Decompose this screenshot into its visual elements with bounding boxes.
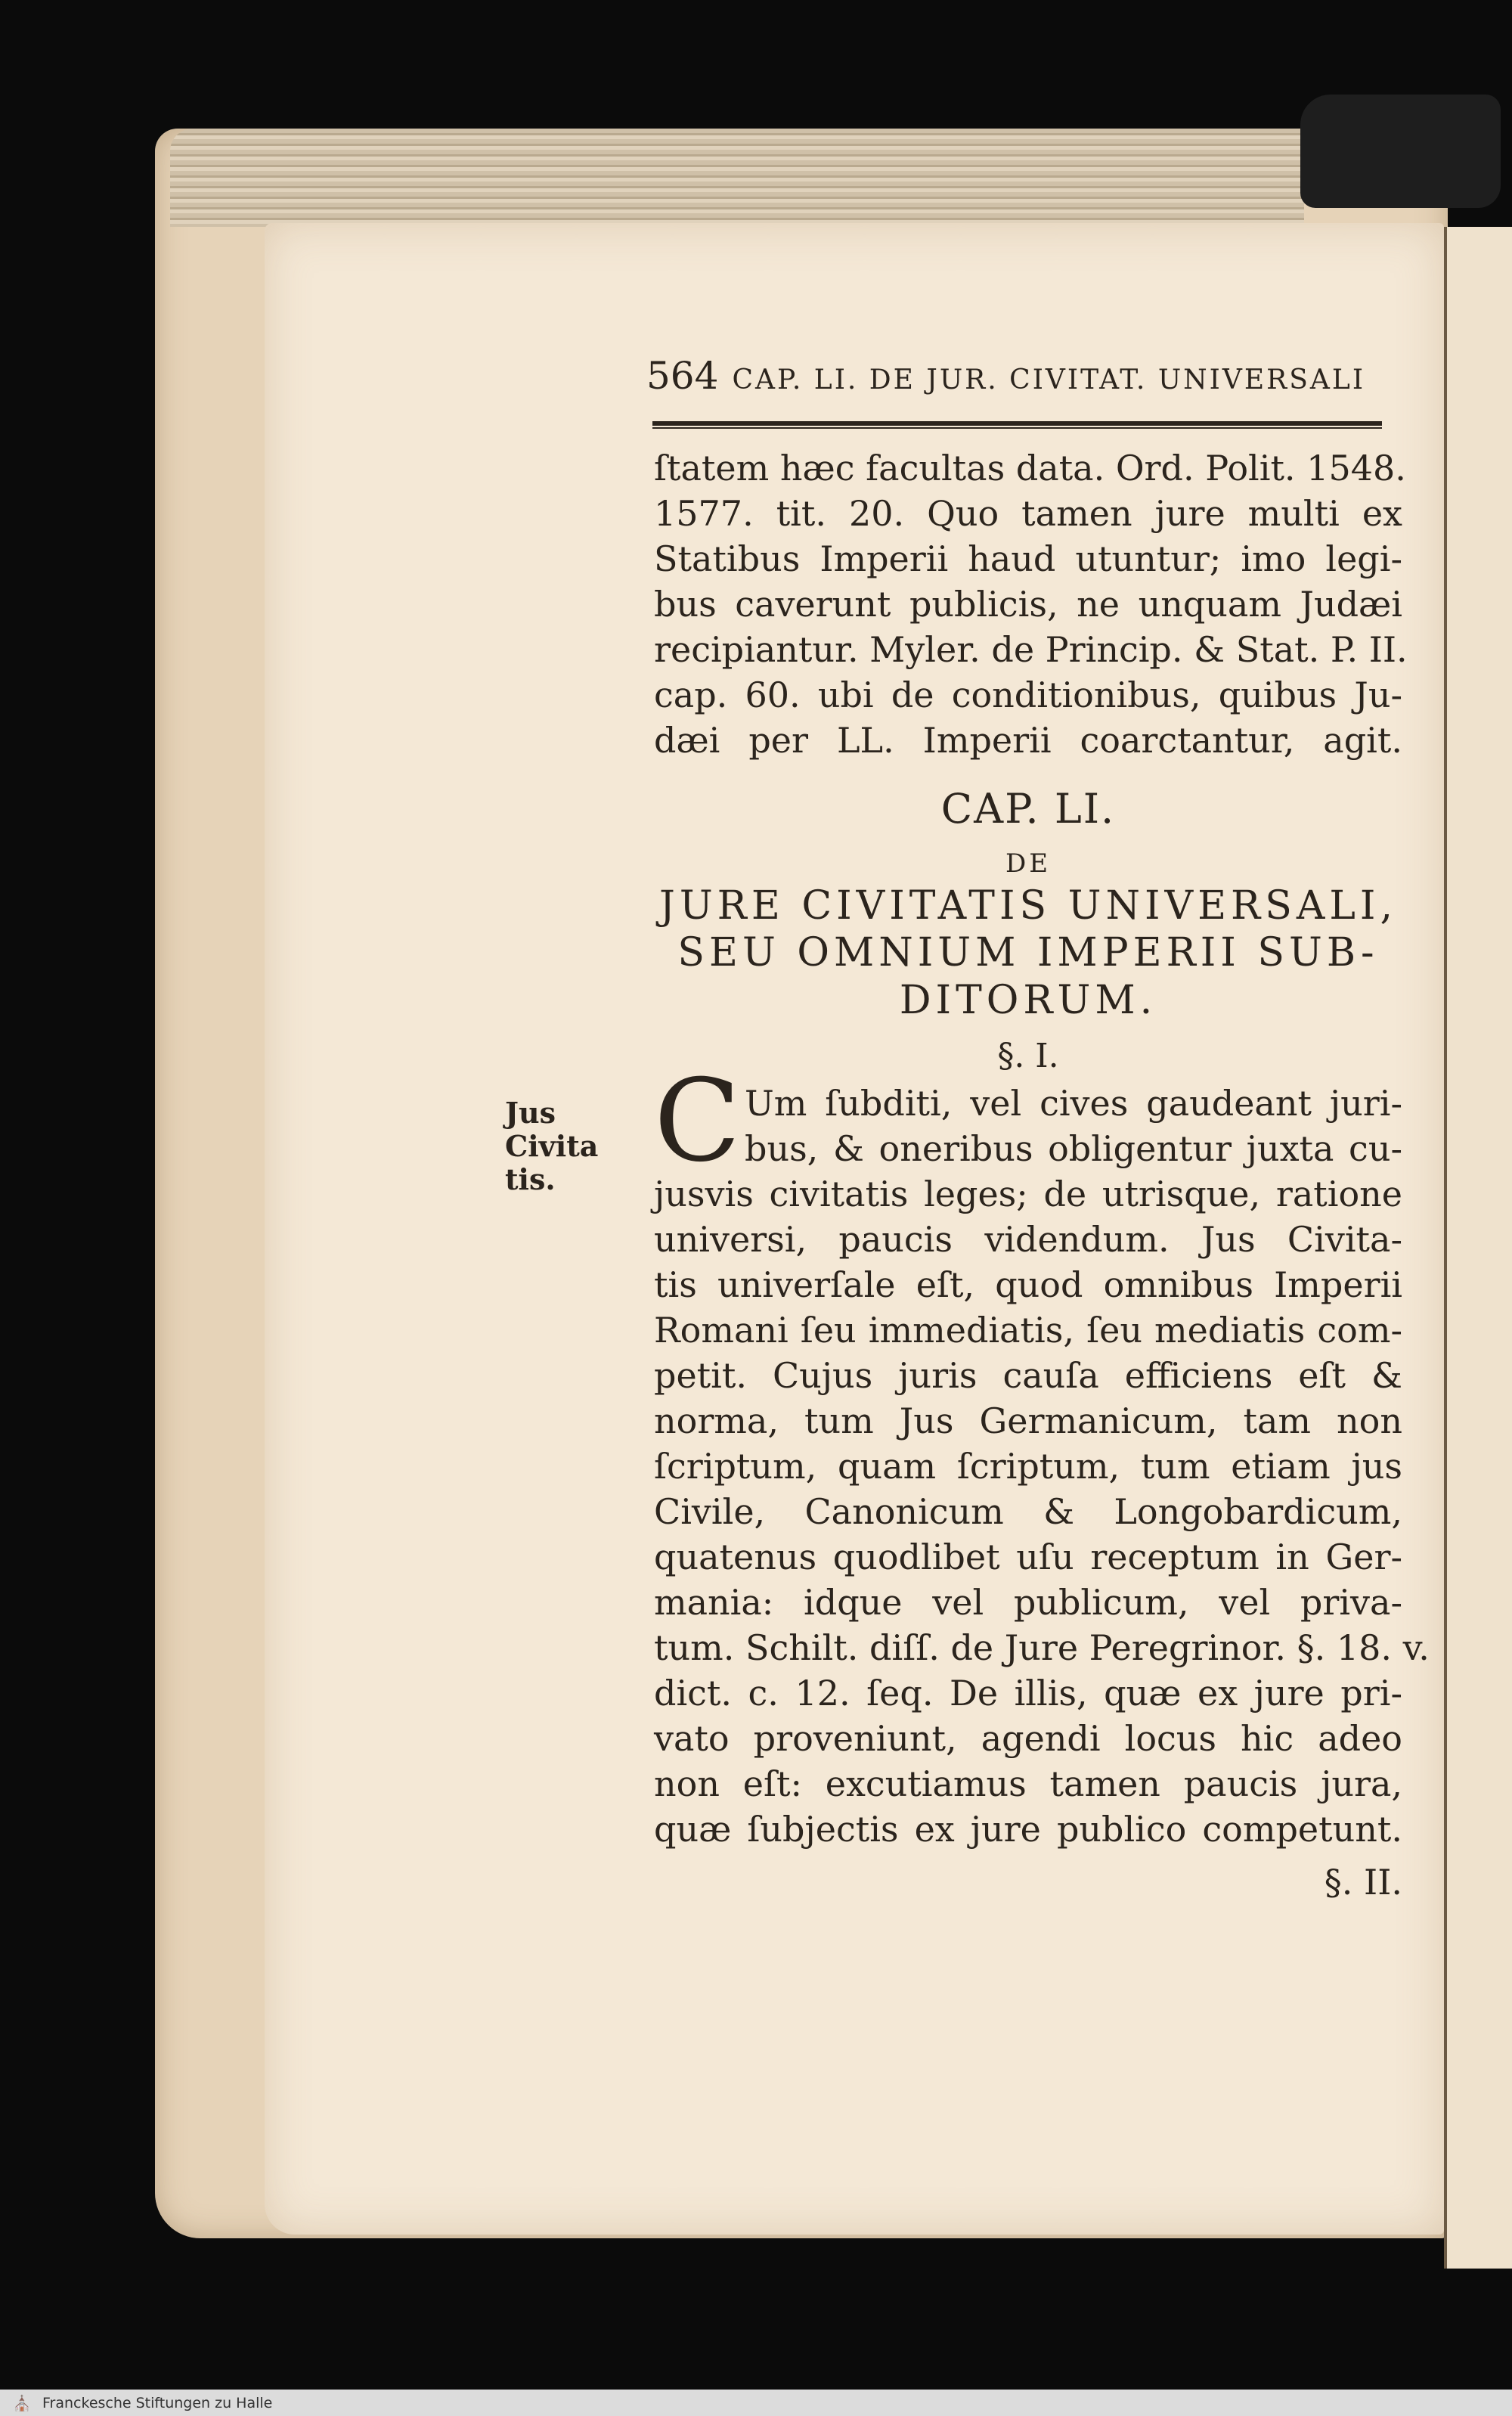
- text-line: petit. Cujus juris cauſa efficiens eſt &: [654, 1355, 1402, 1396]
- text-line: vato proveniunt, agendi locus hic adeo: [654, 1718, 1402, 1759]
- text-line: ſcriptum, quam ſcriptum, tum etiam jus: [654, 1446, 1402, 1487]
- chapter-title-line: DITORUM.: [899, 978, 1157, 1023]
- running-head: [646, 354, 1402, 407]
- drop-cap: C: [654, 1056, 741, 1187]
- text-line: tis univerſale eſt, quod omnibus Imperii: [654, 1264, 1402, 1305]
- text-line: norma, tum Jus Germanicum, tam non: [654, 1400, 1402, 1441]
- running-title: CAP. LI. DE JUR. CIVITAT. UNIVERSALI: [732, 364, 1366, 395]
- text-line: jusvis civitatis leges; de utrisque, ratione: [654, 1174, 1402, 1214]
- text-line: non eſt: excutiamus tamen paucis jura,: [654, 1763, 1402, 1804]
- catchword: §. II.: [1324, 1862, 1402, 1903]
- text-line: tum. Schilt. diſſ. de Jure Peregrinor. §. 18. v.: [654, 1627, 1430, 1668]
- text-line: ſtatem hæc facultas data. Ord. Polit. 1548.: [654, 448, 1406, 488]
- text-line: quatenus quodlibet uſu receptum in Ger-: [654, 1537, 1402, 1577]
- chapter-title-line: SEU OMNIUM IMPERII SUB-: [677, 930, 1379, 975]
- text-line: recipiantur. Myler. de Princip. & Stat. P. II.: [654, 629, 1408, 670]
- chapter-title-line: JURE CIVITATIS UNIVERSALI,: [659, 883, 1397, 929]
- page-number: 564: [646, 354, 719, 398]
- marginal-note: Jus Civita tis.: [505, 1096, 599, 1196]
- text-line: cap. 60. ubi de conditionibus, quibus Ju-: [654, 675, 1402, 715]
- text-line: dict. c. 12. ſeq. De illis, quæ ex jure pri-: [654, 1673, 1402, 1714]
- text-line: Statibus Imperii haud utuntur; imo legi-: [654, 538, 1402, 579]
- text-line: mania: idque vel publicum, vel priva-: [654, 1582, 1402, 1623]
- text-line: bus, & oneribus obligentur juxta cu-: [745, 1128, 1402, 1169]
- text-line: dæi per LL. Imperii coarctantur, agit.: [654, 720, 1402, 761]
- text-line: quæ ſubjectis ex jure publico competunt.: [654, 1809, 1402, 1850]
- text-line: universi, paucis videndum. Jus Civita-: [654, 1219, 1402, 1260]
- footer-bar: [0, 2390, 1512, 2416]
- text-line: 1577. tit. 20. Quo tamen jure multi ex: [654, 493, 1402, 534]
- text-line: bus caverunt publicis, ne unquam Judæi: [654, 584, 1402, 625]
- text-line: Civile, Canonicum & Longobardicum,: [654, 1491, 1402, 1532]
- institution-credit: Franckesche Stiftungen zu Halle: [42, 2394, 273, 2411]
- section-mark: §. I.: [997, 1037, 1059, 1075]
- header-rule: [652, 421, 1382, 429]
- chapter-de: DE: [1005, 848, 1052, 879]
- text-line: Romani ſeu immediatis, ſeu mediatis com-: [654, 1310, 1402, 1351]
- franckesche-logo-icon: ⛪: [12, 2393, 32, 2412]
- facing-page-sliver: [1444, 227, 1512, 2269]
- page-stack-top-edge: [170, 129, 1304, 227]
- chapter-number: CAP. LI.: [940, 785, 1116, 833]
- black-marker-object: [1300, 95, 1501, 208]
- text-line: Um ſubditi, vel cives gaudeant juri-: [745, 1083, 1402, 1124]
